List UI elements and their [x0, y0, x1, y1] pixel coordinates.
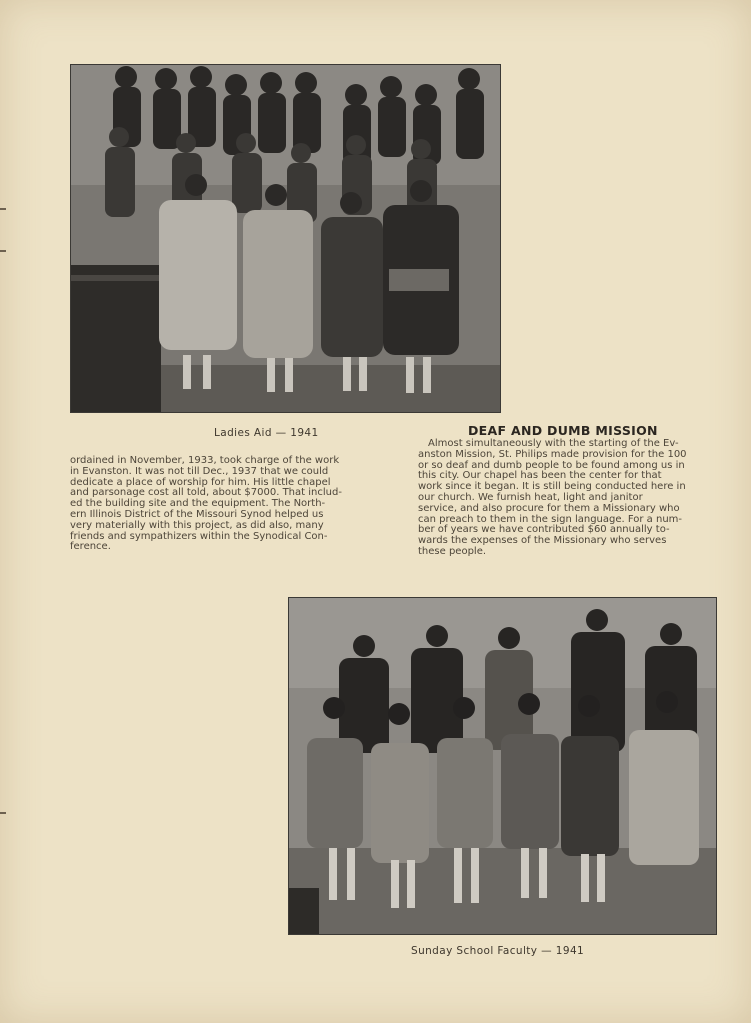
sunday-school-photo [288, 597, 717, 935]
binding-mark [0, 812, 6, 814]
paragraph-line: ed the building site and the equipment. The North- [70, 498, 326, 510]
paragraph-line: our church. We furnish heat, light and janitor [418, 491, 643, 503]
sunday-school-caption: Sunday School Faculty — 1941 [411, 945, 585, 957]
paragraph-line: ern Illinois District of the Missouri Synod helped us [70, 508, 324, 520]
paragraph-line: friends and sympathizers within the Synodical Con- [70, 530, 328, 542]
paragraph-line: work since it began. It is still being conducted here in [418, 481, 686, 493]
paragraph-line: this city. Our chapel has been the center for that [418, 470, 662, 482]
paragraph-line: ordained in November, 1933, took charge of the work [70, 455, 340, 466]
deaf-mission-paragraph [418, 439, 723, 558]
paragraph-line: dedicate a place of worship for him. His little chapel [70, 476, 331, 488]
binding-mark [0, 250, 6, 252]
ladies-aid-photo [70, 64, 501, 413]
paragraph-line: Almost simultaneously with the starting of the Ev- [428, 438, 679, 449]
sunday-school-photo-image [289, 598, 716, 934]
paragraph-line: anston Mission, St. Philips made provision for the 100 [418, 448, 687, 460]
paragraph-line: can preach to them in the sign language. For a num- [418, 513, 683, 525]
paragraph-line: wards the expenses of the Missionary who serves [418, 535, 667, 547]
deaf-mission-heading: DEAF AND DUMB MISSION [468, 423, 658, 438]
paragraph-line: or so deaf and dumb people to be found among us in [418, 459, 685, 471]
history-paragraph [70, 456, 370, 553]
paragraph-line: these people. [418, 545, 487, 557]
paragraph-line: very materially with this project, as did also, many [70, 519, 324, 531]
paragraph-line: in Evanston. It was not till Dec., 1937 that we could [70, 465, 329, 477]
binding-mark [0, 208, 6, 210]
paragraph-line: ber of years we have contributed $60 annually to- [418, 524, 670, 536]
ladies-aid-photo-image [71, 65, 500, 412]
paragraph-line: ference. [70, 541, 111, 553]
ladies-aid-caption: Ladies Aid — 1941 [214, 427, 319, 439]
paragraph-line: service, and also procure for them a Missionary who [418, 502, 680, 514]
paragraph-line: and parsonage cost all told, about $7000. That includ- [70, 487, 342, 499]
